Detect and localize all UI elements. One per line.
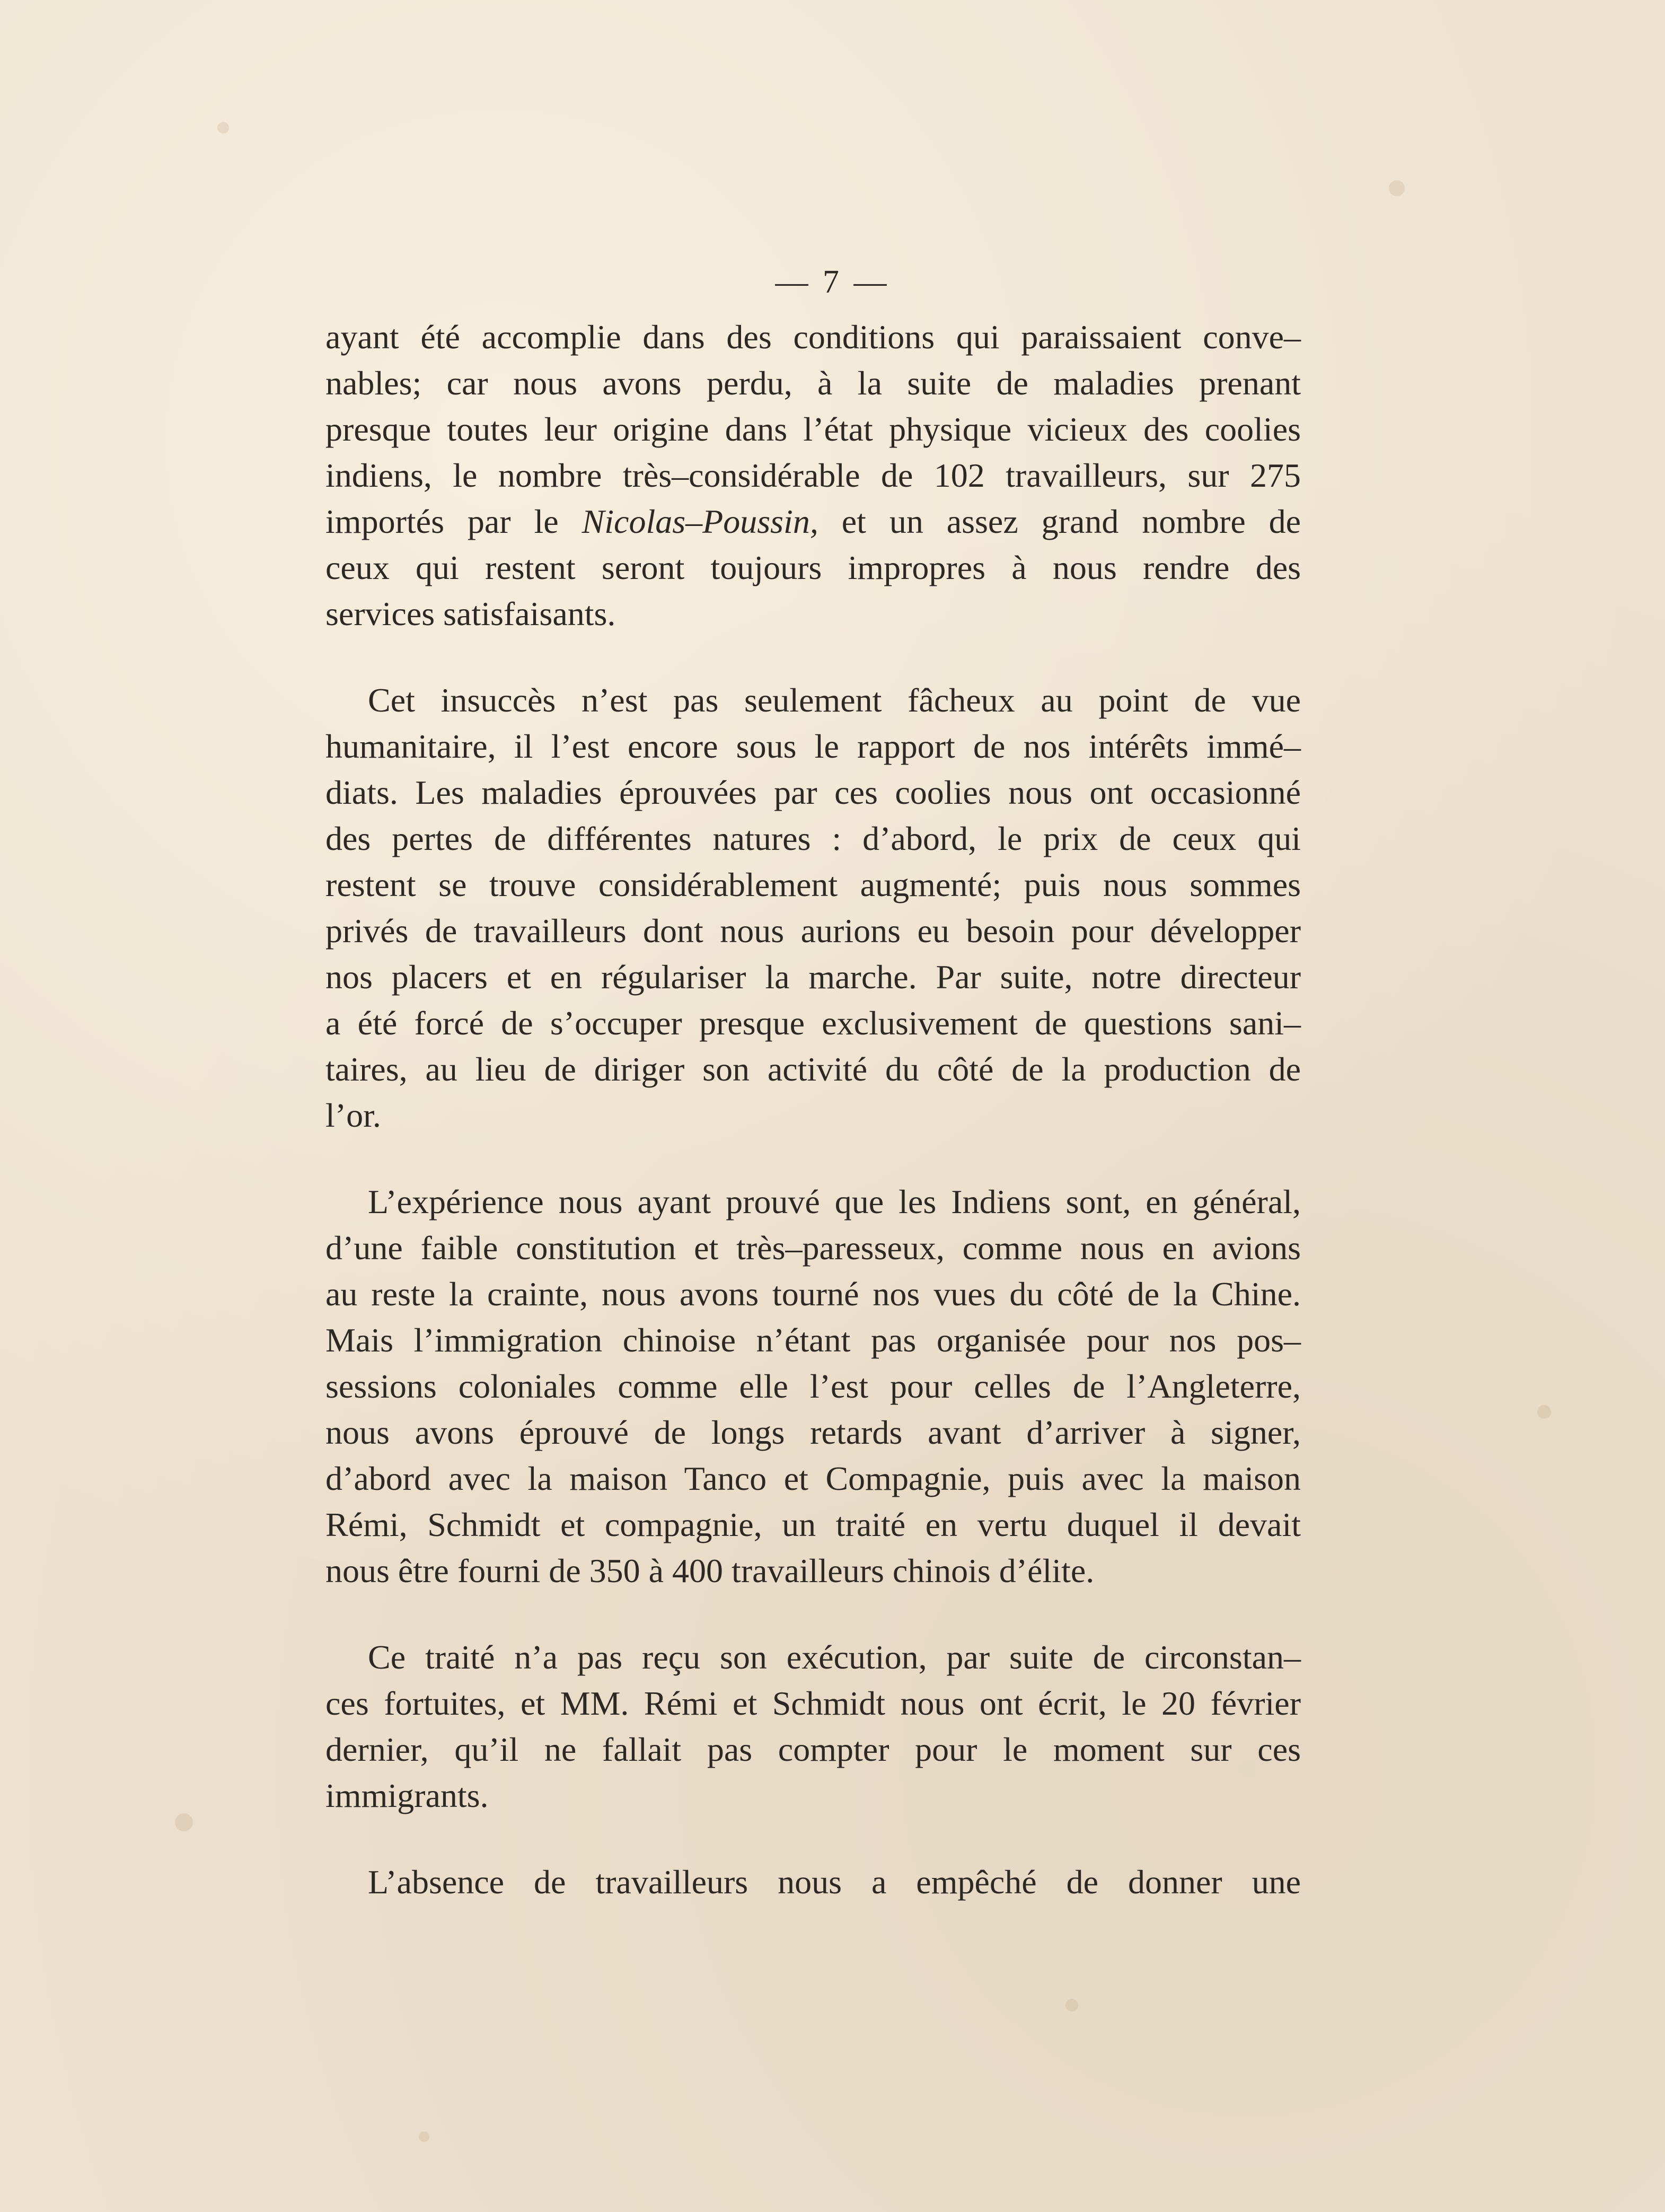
text-line: Mais l’immigration chinoise n’étant pas organisée pour nos pos– (325, 1321, 1301, 1359)
text-line: nous être fourni de 350 à 400 travailleurs chinois d’élite. (325, 1552, 1095, 1590)
text-line: sessions coloniales comme elle l’est pour celles de l’Angleterre, (325, 1367, 1301, 1405)
paragraph-5 (325, 1859, 1301, 1905)
text-line: taires, au lieu de diriger son activité du côté de la production de (325, 1050, 1301, 1088)
text-line: l’or. (325, 1096, 381, 1134)
text-line: diats. Les maladies éprouvées par ces coolies nous ont occasionné (325, 774, 1301, 811)
paper-foxing-spot (419, 2131, 429, 2142)
paragraph-1 (325, 314, 1301, 637)
paragraph-2 (325, 677, 1301, 1138)
text-line: dernier, qu’il ne fallait pas compter pour le moment sur ces (325, 1731, 1301, 1768)
body-text (325, 314, 1301, 1945)
paper-foxing-spot (1065, 1999, 1078, 2012)
ship-name: Nicolas–Poussin, (582, 503, 818, 540)
text-line: L’expérience nous ayant prouvé que les Indiens sont, en général, (368, 1183, 1301, 1221)
text-line: ceux qui restent seront toujours impropres à nous rendre des (325, 549, 1301, 586)
text-line: d’abord avec la maison Tanco et Compagnie, puis avec la maison (325, 1460, 1301, 1497)
text-line: nos placers et en régulariser la marche. Par suite, notre directeur (325, 958, 1301, 996)
text-line: L’absence de travailleurs nous a empêché de donner une (368, 1863, 1301, 1901)
text-line: nous avons éprouvé de longs retards avant d’arriver à signer, (325, 1414, 1301, 1451)
text-line: humanitaire, il l’est encore sous le rapport de nos intérêts immé– (325, 727, 1301, 765)
text-line: services satisfaisants. (325, 595, 616, 633)
text-fragment: et un assez grand nombre de (841, 503, 1301, 540)
text-line: ayant été accomplie dans des conditions qui paraissaient conve– (325, 318, 1301, 356)
text-line: privés de travailleurs dont nous aurions eu besoin pour développer (325, 912, 1301, 950)
text-line: au reste la crainte, nous avons tourné nos vues du côté de la Chine. (325, 1275, 1301, 1313)
text-line: a été forcé de s’occuper presque exclusivement de questions sani– (325, 1004, 1301, 1042)
paragraph-4 (325, 1634, 1301, 1819)
paper-foxing-spot (175, 1813, 193, 1831)
text-line: indiens, le nombre très–considérable de 102 travailleurs, sur 275 (325, 457, 1301, 494)
text-line (325, 498, 1301, 545)
page-number: — 7 — (775, 264, 890, 300)
text-line: Cet insuccès n’est pas seulement fâcheux au point de vue (368, 681, 1301, 719)
text-line: immigrants. (325, 1777, 489, 1814)
paragraph-3 (325, 1179, 1301, 1594)
text-line: d’une faible constitution et très–paresseux, comme nous en avions (325, 1229, 1301, 1267)
text-line: restent se trouve considérablement augmenté; puis nous sommes (325, 866, 1301, 903)
text-fragment: importés par le (325, 503, 559, 540)
text-line: nables; car nous avons perdu, à la suite de maladies prenant (325, 364, 1301, 402)
paper-foxing-spot (1389, 180, 1405, 196)
text-line: des pertes de différentes natures : d’abord, le prix de ceux qui (325, 820, 1301, 857)
paper-foxing-spot (217, 122, 229, 134)
text-line: Rémi, Schmidt et compagnie, un traité en vertu duquel il devait (325, 1506, 1301, 1543)
text-line: presque toutes leur origine dans l’état physique vicieux des coolies (325, 410, 1301, 448)
paper-foxing-spot (1537, 1405, 1551, 1419)
text-line: ces fortuites, et MM. Rémi et Schmidt nous ont écrit, le 20 février (325, 1684, 1301, 1722)
text-line: Ce traité n’a pas reçu son exécution, par suite de circonstan– (368, 1638, 1301, 1676)
